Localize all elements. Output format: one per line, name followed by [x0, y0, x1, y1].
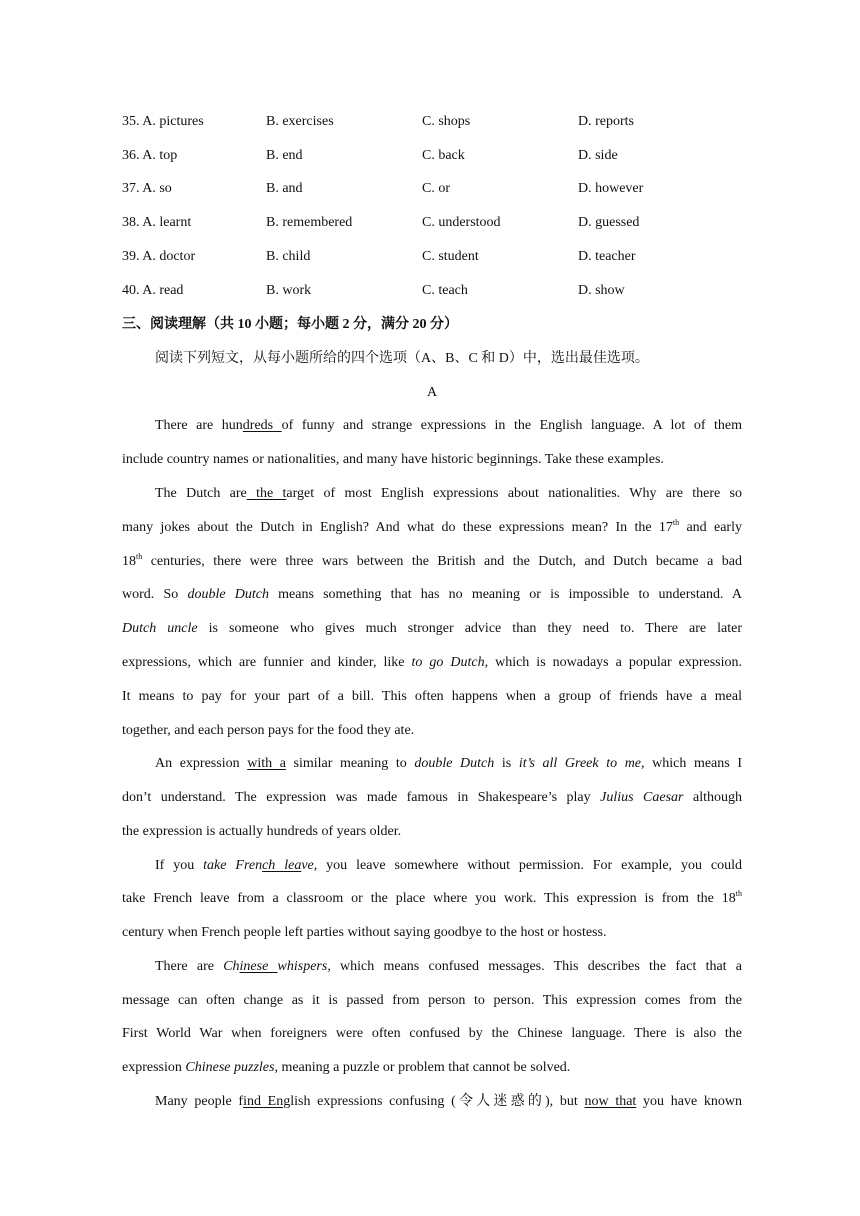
- option-d: D. side: [578, 148, 618, 163]
- paragraph-line: The Dutch are the target of most English expressions about nationalities. Why are there so: [155, 486, 742, 501]
- paragraph-line: If you take French leave, you leave somewhere without permission. For example, you could: [155, 858, 742, 873]
- option-c: C. or: [422, 181, 450, 196]
- option-row-39: [122, 247, 762, 267]
- option-row-37: [122, 179, 762, 199]
- paragraph-line: expressions, which are funnier and kinder, like to go Dutch, which is nowadays a popular expression.: [122, 655, 742, 670]
- paragraph-line: century when French people left parties without saying goodbye to the host or hostess.: [122, 925, 607, 940]
- paragraph-line: together, and each person pays for the food they ate.: [122, 723, 415, 738]
- option-c: C. understood: [422, 215, 501, 230]
- option-a: 40. A. read: [122, 283, 184, 298]
- option-c: C. student: [422, 249, 479, 264]
- option-b: B. child: [266, 249, 311, 264]
- option-row-36: [122, 146, 762, 166]
- section-instruction: 阅读下列短文，从每小题所给的四个选项（A、B、C 和 D）中，选出最佳选项。: [155, 351, 649, 366]
- option-d: D. however: [578, 181, 644, 196]
- paragraph-line: don’t understand. The expression was made famous in Shakespeare’s play Julius Caesar although: [122, 790, 742, 805]
- option-d: D. reports: [578, 114, 634, 129]
- option-b: B. end: [266, 148, 303, 163]
- option-b: B. exercises: [266, 114, 334, 129]
- paragraph-line: expression Chinese puzzles, meaning a puzzle or problem that cannot be solved.: [122, 1060, 571, 1075]
- option-c: C. teach: [422, 283, 468, 298]
- option-row-35: [122, 112, 762, 132]
- paragraph-line: take French leave from a classroom or the place where you work. This expression is from the 18th: [122, 889, 742, 906]
- option-b: B. and: [266, 181, 303, 196]
- option-b: B. work: [266, 283, 312, 298]
- section-heading: 三、阅读理解（共 10 小题；每小题 2 分，满分 20 分）: [122, 317, 458, 332]
- paragraph-line: Dutch uncle is someone who gives much stronger advice than they need to. There are later: [122, 621, 743, 636]
- paragraph-line: First World War when foreigners were often confused by the Chinese language. There is also the: [122, 1026, 742, 1041]
- option-a: 36. A. top: [122, 148, 178, 163]
- paragraph-line: Many people find English expressions confusing (令人迷惑的), but now that you have known: [155, 1094, 742, 1109]
- paragraph-line: the expression is actually hundreds of years older.: [122, 824, 402, 839]
- option-a: 39. A. doctor: [122, 249, 196, 264]
- paragraph-line: It means to pay for your part of a bill. This often happens when a group of friends have a meal: [122, 689, 742, 704]
- option-b: B. remembered: [266, 215, 353, 230]
- option-c: C. back: [422, 148, 465, 163]
- paragraph-line: many jokes about the Dutch in English? And what do these expressions mean? In the 17th and early: [122, 518, 742, 535]
- paragraph-line: word. So double Dutch means something that has no meaning or is impossible to understand. A: [122, 587, 742, 602]
- option-c: C. shops: [422, 114, 471, 129]
- option-d: D. guessed: [578, 215, 640, 230]
- paragraph-line: message can often change as it is passed from person to person. This expression comes from the: [122, 993, 742, 1008]
- option-d: D. show: [578, 283, 625, 298]
- option-a: 35. A. pictures: [122, 114, 204, 129]
- paragraph-line: include country names or nationalities, and many have historic beginnings. Take these examples.: [122, 452, 664, 467]
- paragraph-line: There are hundreds of funny and strange expressions in the English language. A lot of them: [155, 418, 743, 433]
- paragraph-line: An expression with a similar meaning to double Dutch is it’s all Greek to me, which means I: [155, 756, 742, 771]
- option-row-38: [122, 213, 762, 233]
- option-a: 38. A. learnt: [122, 215, 192, 230]
- paragraph-line: There are Chinese whispers, which means confused messages. This describes the fact that a: [155, 959, 742, 974]
- passage-label: A: [426, 385, 438, 400]
- option-a: 37. A. so: [122, 181, 172, 196]
- option-row-40: [122, 281, 762, 301]
- paragraph-line: 18th centuries, there were three wars between the British and the Dutch, and Dutch became a bad: [122, 552, 742, 569]
- option-d: D. teacher: [578, 249, 636, 264]
